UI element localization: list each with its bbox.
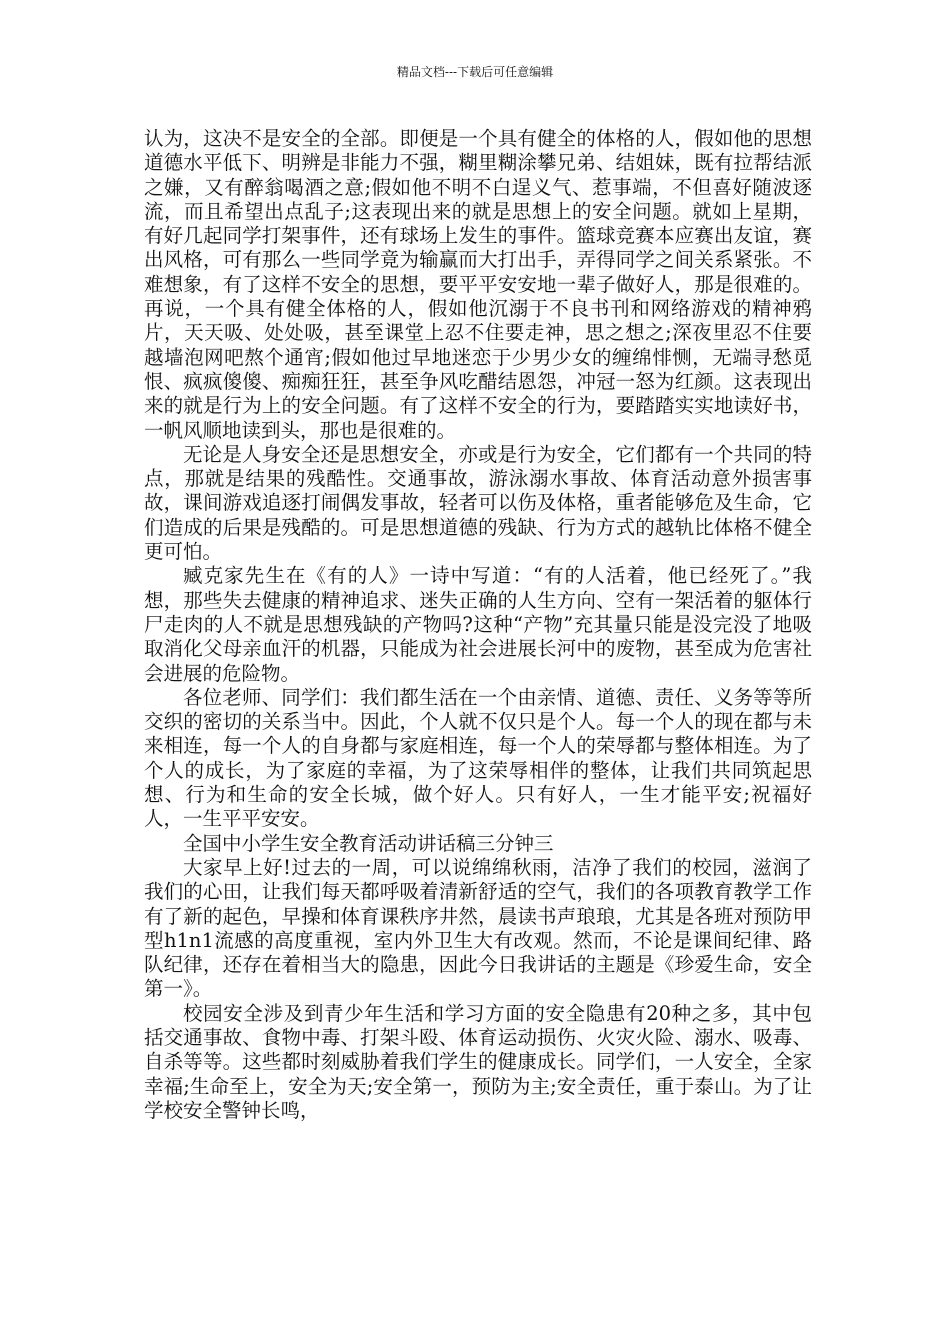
paragraph-6: 校园安全涉及到青少年生活和学习方面的安全隐患有20种之多，其中包括交通事故、食物中毒、打架斗殴、体育运动损伤、火灾火险、溺水、吸毒、自杀等等。这些都时刻威胁着我们学生的健康成长。同学们，一人安全，全家幸福;生命至上，安全为天;安全第一，预防为主;安全责任，重于泰山。为了让学校安全警钟长鸣， — [144, 1001, 812, 1122]
paragraph-5: 大家早上好!过去的一周，可以说绵绵秋雨，洁净了我们的校园，滋润了我们的心田，让我们每天都呼吸着清新舒适的空气，我们的各项教育教学工作有了新的起色，早操和体育课秩序井然，晨读书声琅琅，尤其是各班对预防甲型h1n1流感的高度重视，室内外卫生大有改观。然而，不论是课间纪律、路队纪律，还存在着相当大的隐患，因此今日我讲话的主题是《珍爱生命，安全第一》。 — [144, 855, 812, 1001]
paragraph-1: 认为，这决不是安全的全部。即便是一个具有健全的体格的人，假如他的思想道德水平低下、明辨是非能力不强，糊里糊涂攀兄弟、结姐妹，既有拉帮结派之嫌，又有醉翁喝酒之意;假如他不明不白逞义气、惹事端，不但喜好随波逐流，而且希望出点乱子;这表现出来的就是思想上的安全问题。就如上星期，有好几起同学打架事件，还有球场上发生的事件。篮球竞赛本应赛出友谊，赛出风格，可有那么一些同学竟为输赢而大打出手，弄得同学之间关系紧张。不难想象，有了这样不安全的思想，要平平安安地一辈子做好人，那是很难的。再说，一个具有健全体格的人，假如他沉溺于不良书刊和网络游戏的精神鸦片，天天吸、处处吸，甚至课堂上忍不住要走神，思之想之;深夜里忍不住要越墙泡网吧熬个通宵;假如他过早地迷恋于少男少女的缠绵悱恻，无端寻愁觅恨、疯疯傻傻、痴痴狂狂，甚至争风吃醋结恩怨，冲冠一怒为红颜。这表现出来的就是行为上的安全问题。有了这样不安全的行为，要踏踏实实地读好书，一帆风顺地读到头，那也是很难的。 — [144, 127, 812, 442]
section-title: 全国中小学生安全教育活动讲话稿三分钟三 — [183, 831, 554, 855]
paragraph-3: 臧克家先生在《有的人》一诗中写道：“有的人活着，他已经死了。”我想，那些失去健康的精神追求、迷失正确的人生方向、空有一架活着的躯体行尸走肉的人不就是思想残缺的产物吗?这种“产物”充其量只能是没完没了地吸取消化父母亲血汗的机器，只能成为社会进展长河中的废物，甚至成为危害社会进展的危险物。 — [144, 564, 812, 685]
document-body — [144, 127, 812, 1123]
page-header: 精品文档---下载后可任意编辑 — [396, 65, 554, 79]
paragraph-4: 各位老师、同学们：我们都生活在一个由亲情、道德、责任、义务等等所交织的密切的关系当中。因此，个人就不仅只是个人。每一个人的现在都与未来相连，每一个人的自身都与家庭相连，每一个人的荣辱都与整体相连。为了个人的成长，为了家庭的幸福，为了这荣辱相伴的整体，让我们共同筑起思想、行为和生命的安全长城，做个好人。只有好人，一生才能平安;祝福好人，一生平平安安。 — [144, 685, 812, 831]
paragraph-2: 无论是人身安全还是思想安全，亦或是行为安全，它们都有一个共同的特点，那就是结果的残酷性。交通事故，游泳溺水事故、体育活动意外损害事故，课间游戏追逐打闹偶发事故，轻者可以伤及体格，重者能够危及生命，它们造成的后果是残酷的。可是思想道德的残缺、行为方式的越轨比体格不健全更可怕。 — [144, 442, 812, 564]
